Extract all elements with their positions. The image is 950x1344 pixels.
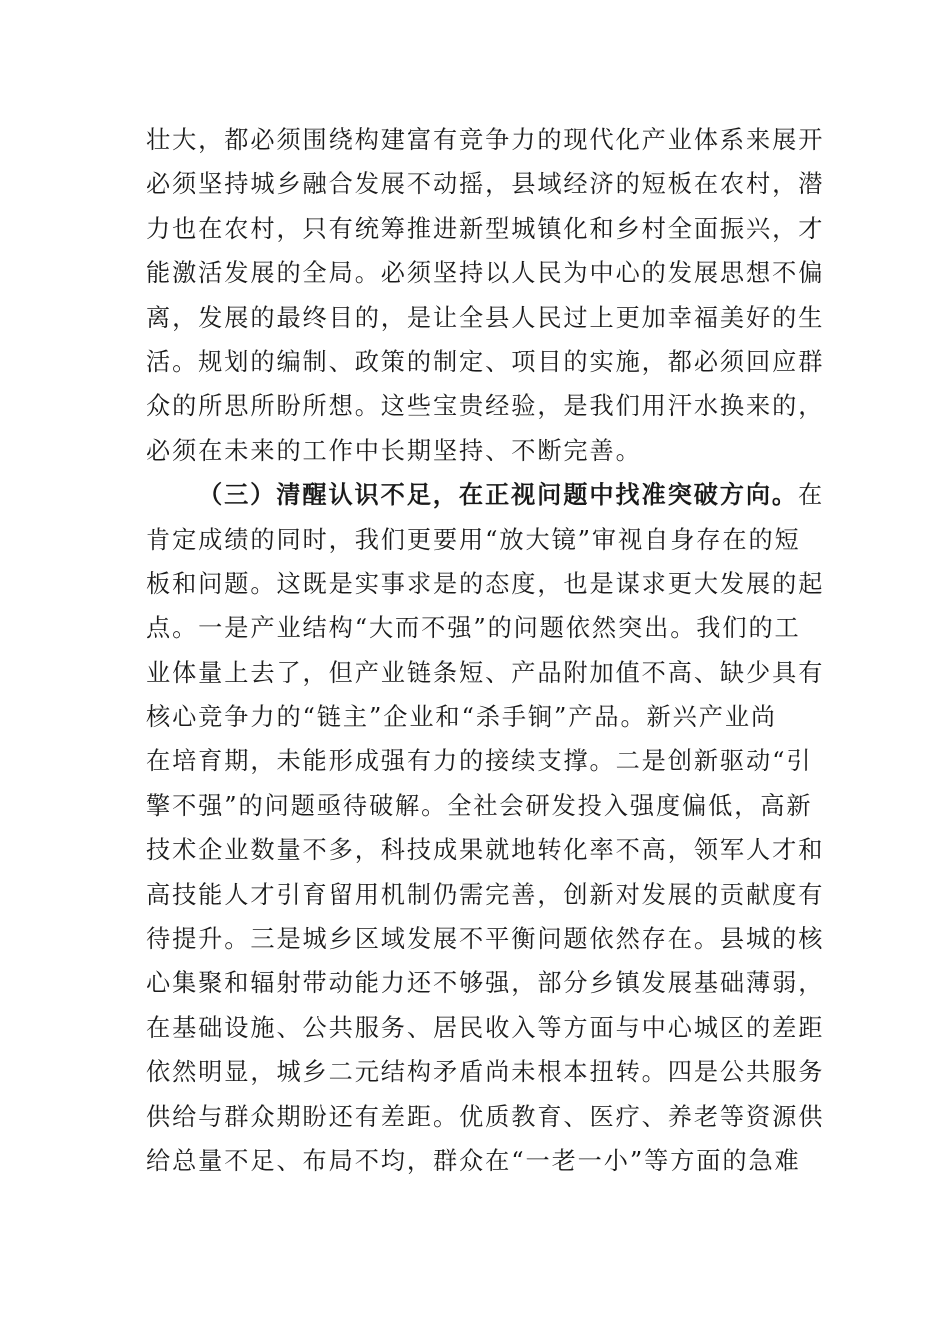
paragraph-line: 能激活发展的全局。必须坚持以人民为中心的发展思想不偏 <box>146 259 825 288</box>
paragraph-line: 供给与群众期盼还有差距。优质教育、医疗、养老等资源供 <box>146 1102 825 1131</box>
paragraph-line: 肯定成绩的同时，我们更要用“放大镜”审视自身存在的短 <box>146 525 801 554</box>
section-heading: （三）清醒认识不足，在正视问题中找准突破方向。 <box>198 480 799 510</box>
paragraph-line: 点。一是产业结构“大而不强”的问题依然突出。我们的工 <box>146 614 801 643</box>
section-heading-tail: 在 <box>798 481 825 510</box>
paragraph-line: 核心竞争力的“链主”企业和“杀手锏”产品。新兴产业尚 <box>146 703 777 732</box>
paragraph-line: 活。规划的编制、政策的制定、项目的实施，都必须回应群 <box>146 347 825 376</box>
paragraph-line: 离，发展的最终目的，是让全县人民过上更加幸福美好的生 <box>146 303 825 332</box>
section-heading-line <box>146 473 825 517</box>
paragraph-line: 业体量上去了，但产业链条短、产品附加值不高、缺少具有 <box>146 658 825 687</box>
paragraph-line: 必须坚持城乡融合发展不动摇，县域经济的短板在农村，潜 <box>146 170 825 199</box>
paragraph-line: 高技能人才引育留用机制仍需完善，创新对发展的贡献度有 <box>146 880 825 909</box>
paragraph-line: 壮大，都必须围绕构建富有竞争力的现代化产业体系来展开 <box>146 126 825 154</box>
paragraph-line: 待提升。三是城乡区域发展不平衡问题依然存在。县城的核 <box>146 925 825 954</box>
paragraph-line: 在培育期，未能形成强有力的接续支撑。二是创新驱动“引 <box>146 747 813 776</box>
paragraph-line: 众的所思所盼所想。这些宝贵经验，是我们用汗水换来的， <box>146 392 825 421</box>
paragraph-line: 心集聚和辐射带动能力还不够强，部分乡镇发展基础薄弱， <box>146 969 825 998</box>
paragraph-line: 技术企业数量不多，科技成果就地转化率不高，领军人才和 <box>146 836 825 865</box>
paragraph-line: 依然明显，城乡二元结构矛盾尚未根本扭转。四是公共服务 <box>146 1058 825 1087</box>
paragraph-line: 必须在未来的工作中长期坚持、不断完善。 <box>146 436 642 465</box>
paragraph-line: 擎不强”的问题亟待破解。全社会研发投入强度偏低，高新 <box>146 791 813 820</box>
paragraph-line: 在基础设施、公共服务、居民收入等方面与中心城区的差距 <box>146 1013 825 1042</box>
document-body <box>146 118 825 1183</box>
paragraph-line: 板和问题。这既是实事求是的态度，也是谋求更大发展的起 <box>146 569 825 598</box>
paragraph-line: 给总量不足、布局不均，群众在“一老一小”等方面的急难 <box>146 1146 801 1175</box>
paragraph-line: 力也在农村，只有统筹推进新型城镇化和乡村全面振兴，才 <box>146 214 825 243</box>
